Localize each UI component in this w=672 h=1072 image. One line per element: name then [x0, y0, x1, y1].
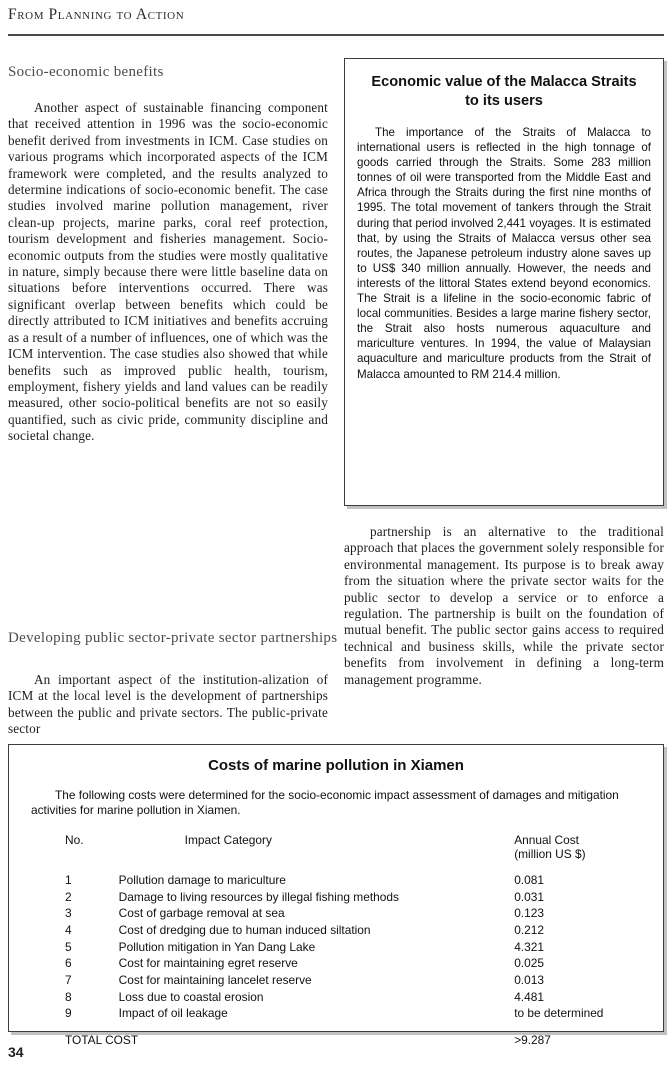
- sidebar-box-malacca-straits: [344, 58, 664, 506]
- table-header-row: [65, 833, 625, 873]
- cell-cost: 4.481: [514, 989, 544, 1004]
- table-total-row: [65, 1023, 625, 1050]
- cell-cost: 4.321: [514, 939, 544, 954]
- paragraph-partnership-intro: An important aspect of the institution-alization of ICM at the local level is the development of partnerships between the public and private sectors. The public-private sector: [8, 672, 328, 737]
- cell-category: Pollution damage to mariculture: [118, 872, 286, 887]
- cell-no: 4: [65, 922, 72, 937]
- header-rule: [8, 34, 664, 36]
- cell-total-label: TOTAL COST: [65, 1033, 139, 1048]
- cell-no: 5: [65, 939, 72, 954]
- heading-socio-economic-benefits: Socio-economic benefits: [8, 64, 164, 80]
- cell-category: Pollution mitigation in Yan Dang Lake: [118, 939, 316, 954]
- cell-cost: 0.212: [514, 922, 544, 937]
- running-head: [8, 6, 408, 24]
- page-number: 34: [8, 1044, 24, 1060]
- box-xiamen-costs: [8, 744, 664, 1048]
- cell-no: 1: [65, 872, 72, 887]
- box-malacca-title: Economic value of the Malacca Straits to its users: [371, 74, 637, 109]
- table-row: [65, 956, 625, 973]
- table-row: [65, 923, 625, 940]
- cell-no: 3: [65, 906, 72, 921]
- cell-cost: 0.031: [514, 889, 544, 904]
- column-header-no: No.: [65, 832, 84, 847]
- cell-cost: to be determined: [514, 1006, 604, 1021]
- cell-no: 2: [65, 889, 72, 904]
- column-header-annual-cost-line2: (million US $): [514, 846, 586, 861]
- cell-category: Cost for maintaining lancelet reserve: [118, 973, 312, 988]
- cell-no: 7: [65, 973, 72, 988]
- cell-no: 9: [65, 1006, 72, 1021]
- left-column-upper: [8, 100, 328, 452]
- table-row: [65, 940, 625, 957]
- cell-no: 8: [65, 989, 72, 1004]
- table-row: [65, 1006, 625, 1023]
- costs-table: [65, 833, 625, 1050]
- costs-table-head: [65, 833, 625, 873]
- cell-category: Damage to living resources by illegal fishing methods: [118, 889, 399, 904]
- cell-cost: 0.025: [514, 956, 544, 971]
- left-column-lower: [8, 672, 328, 745]
- cell-category: Cost of dredging due to human induced siltation: [118, 922, 371, 937]
- costs-table-body: [65, 873, 625, 1050]
- table-row: [65, 906, 625, 923]
- table-row: [65, 873, 625, 890]
- heading-public-private-partnerships: Developing public sector-private sector partnerships: [8, 630, 338, 646]
- table-row: [65, 890, 625, 907]
- cell-category: Impact of oil leakage: [118, 1006, 228, 1021]
- paragraph-socio-economic: Another aspect of sustainable financing component that received attention in 1996 was the socio-economic benefit derived from investments in ICM. Case studies on various programs which incorporated aspects of the ICM framework were completed, and the results analyzed to determine indications of socio-economic benefit. The case studies involved marine pollution management, river clean-up projects, marine parks, coral reef protection, tourism development and fisheries management. Socio-economic outputs from the studies were mostly qualitative in nature, simply because there were little baseline data on situations before interventions occurred. There was significant overlap between benefits which could be directly attributed to ICM initiatives and benefits accruing as a result of a number of influences, one of which was the ICM intervention. The case studies also showed that while benefits such as improved public health, tourism, employment, fishery yields and land values can be readily measured, other socio-political benefits are not so easily quantified, such as civic pride, community discipline and societal change.: [8, 100, 328, 444]
- table-row: [65, 990, 625, 1007]
- cell-cost: 0.123: [514, 906, 544, 921]
- box-malacca-body: The importance of the Straits of Malacca to international users is reflected in the high tonnage of goods carried through the Straits. Some 283 million tonnes of oil were transported from the Middle East and Africa through the Straits during the first nine months of 1995. The total movement of tankers through the Strait during that period involved 2,441 voyages. It is estimated that, by using the Straits of Malacca versus other sea routes, the Japanese petroleum industry alone saves up to US$ 340 million annually. However, the needs and interests of the littoral States extend beyond economics. The Strait is a lifeline in the socio-economic fabric of local communities. Besides a large marine fishery sector, the Strait also hosts numerous aquaculture and mariculture ventures. In 1994, the value of Malaysian aquaculture and mariculture products from the Strait of Malacca amounted to RM 214.4 million.: [357, 126, 651, 381]
- cell-cost: 0.081: [514, 872, 544, 887]
- running-head-text: From Planning to Action: [8, 6, 185, 23]
- column-header-annual-cost-line1: Annual Cost: [514, 832, 579, 847]
- paragraph-partnership-continued: partnership is an alternative to the traditional approach that places the government solely responsible for environmental management. Its purpose is to break away from the situation where the private sector waits for the public sector to develop a service or to enforce a regulation. The partnership is built on the foundation of mutual benefit. The public sector gains access to required technical and business skills, while the private sector benefits from involvement in defining a long-term management programme.: [344, 524, 664, 687]
- right-column-text: [344, 524, 664, 695]
- cell-cost: 0.013: [514, 973, 544, 988]
- column-header-annual-cost: [514, 833, 625, 873]
- cell-category: Loss due to coastal erosion: [118, 989, 264, 1004]
- box-xiamen-intro: The following costs were determined for the socio-economic impact assessment of damages and mitigation activities for marine pollution in Xiamen.: [31, 788, 619, 818]
- cell-no: 6: [65, 956, 72, 971]
- box-xiamen-title: Costs of marine pollution in Xiamen: [208, 757, 464, 774]
- cell-category: Cost of garbage removal at sea: [118, 906, 285, 921]
- cell-category: Cost for maintaining egret reserve: [118, 956, 298, 971]
- cell-total-value: >9.287: [514, 1033, 551, 1048]
- column-header-impact-category: Impact Category: [184, 832, 272, 847]
- table-row: [65, 973, 625, 990]
